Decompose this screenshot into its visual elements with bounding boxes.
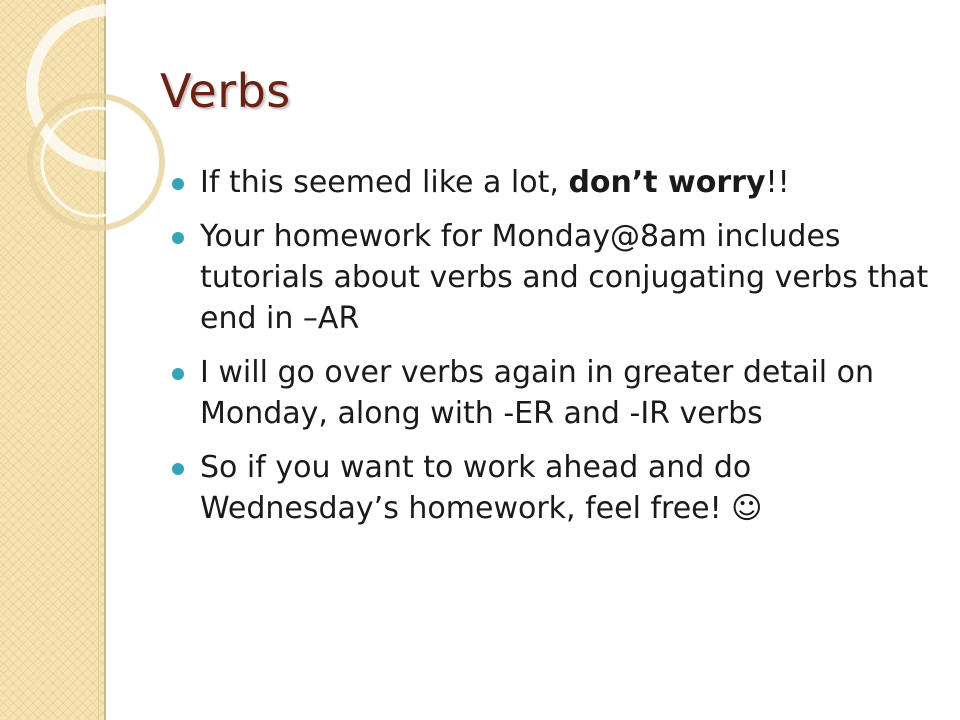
bullet-item <box>170 447 930 529</box>
bullet-text: Your homework for Monday@8am includes tutorials about verbs and conjugating verbs that end in –AR <box>200 219 929 336</box>
bullet-item <box>170 162 930 203</box>
bullet-dot-icon <box>172 368 184 380</box>
bullet-text-end: !! <box>765 165 790 200</box>
bullet-text: If this seemed like a lot, <box>200 165 569 200</box>
bullet-dot-icon <box>172 178 184 190</box>
bullet-text: So if you want to work ahead and do Wednesday’s homework, feel free! ☺ <box>200 450 763 526</box>
bullet-item <box>170 352 930 434</box>
bullet-text: I will go over verbs again in greater detail on Monday, along with -ER and -IR verbs <box>200 355 875 431</box>
bullet-item <box>170 216 930 339</box>
bullet-dot-icon <box>172 463 184 475</box>
bullet-dot-icon <box>172 232 184 244</box>
bullet-emphasis: don’t worry <box>568 165 766 200</box>
slide-title: Verbs <box>160 64 291 118</box>
bullet-list <box>170 162 930 542</box>
